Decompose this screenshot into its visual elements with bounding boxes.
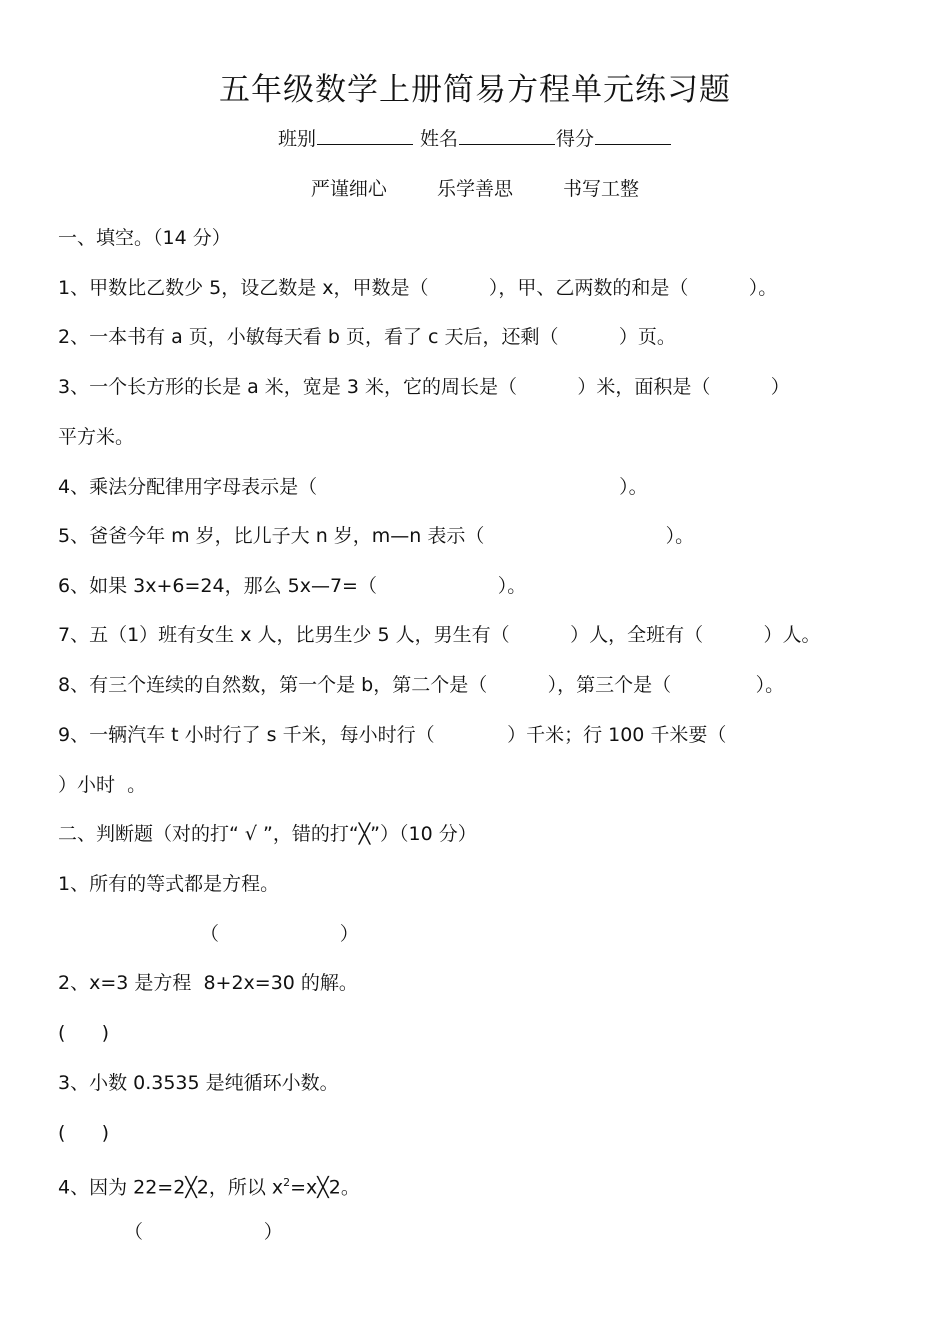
student-info-line [0, 124, 950, 151]
judge-answer-paren-1: （ ） [200, 923, 359, 945]
judge-question-4-text: 4、因为 22=2╳2，所以 x [58, 1176, 284, 1199]
fill-question-9-cont: ）小时 。 [58, 774, 147, 796]
judge-answer-paren-2: ( ) [58, 1022, 110, 1044]
page-title: 五年级数学上册简易方程单元练习题 [219, 72, 731, 108]
score-blank [595, 124, 671, 145]
class-label: 班别 [277, 128, 316, 150]
judge-answer-paren-3: ( ) [58, 1122, 110, 1144]
judge-question-4 [58, 1170, 930, 1200]
class-blank [317, 124, 413, 145]
fill-question-3: 3、一个长方形的长是 a 米，宽是 3 米，它的周长是（ ）米，面积是（ ） [58, 376, 790, 398]
judge-question-2: 2、x=3 是方程 8+2x=30 的解。 [58, 972, 358, 994]
motto-item: 书写工整 [563, 178, 640, 200]
section1-heading: 一、填空。（14 分） [58, 227, 231, 249]
fill-question-3-cont: 平方米。 [58, 426, 135, 448]
motto-item: 乐学善思 [436, 178, 513, 200]
motto-line [0, 174, 950, 201]
fill-question-6: 6、如果 3x+6=24，那么 5x—7=（ ）。 [58, 575, 527, 597]
fill-question-7: 7、五（1）班有女生 x 人，比男生少 5 人，男生有（ ）人，全班有（ ）人。 [58, 624, 821, 646]
fill-question-8: 8、有三个连续的自然数，第一个是 b，第二个是（ ），第三个是（ ）。 [58, 674, 785, 696]
fill-question-9: 9、一辆汽车 t 小时行了 s 千米，每小时行（ ）千米；行 100 千米要（ [58, 724, 727, 746]
fill-question-1: 1、甲数比乙数少 5，设乙数是 x，甲数是（ ），甲、乙两数的和是（ ）。 [58, 277, 778, 299]
name-blank [459, 124, 555, 145]
section2-heading: 二、判断题（对的打“ √ ”，错的打“╳”）（10 分） [58, 823, 477, 845]
judge-answer-paren-4: （ ） [124, 1221, 283, 1243]
fill-question-4: 4、乘法分配律用字母表示是（ ）。 [58, 476, 648, 498]
fill-question-2: 2、一本书有 a 页，小敏每天看 b 页，看了 c 天后，还剩（ ）页。 [58, 326, 676, 348]
judge-question-1: 1、所有的等式都是方程。 [58, 873, 280, 895]
score-label: 得分 [556, 128, 595, 150]
name-label: 姓名 [420, 128, 459, 150]
motto-item: 严谨细心 [310, 178, 387, 200]
judge-question-3: 3、小数 0.3535 是纯循环小数。 [58, 1072, 339, 1094]
superscript-two: 2 [283, 1176, 291, 1189]
fill-question-5: 5、爸爸今年 m 岁，比儿子大 n 岁，m—n 表示（ ）。 [58, 525, 695, 547]
judge-question-4-text-end: =x╳2。 [290, 1176, 360, 1199]
